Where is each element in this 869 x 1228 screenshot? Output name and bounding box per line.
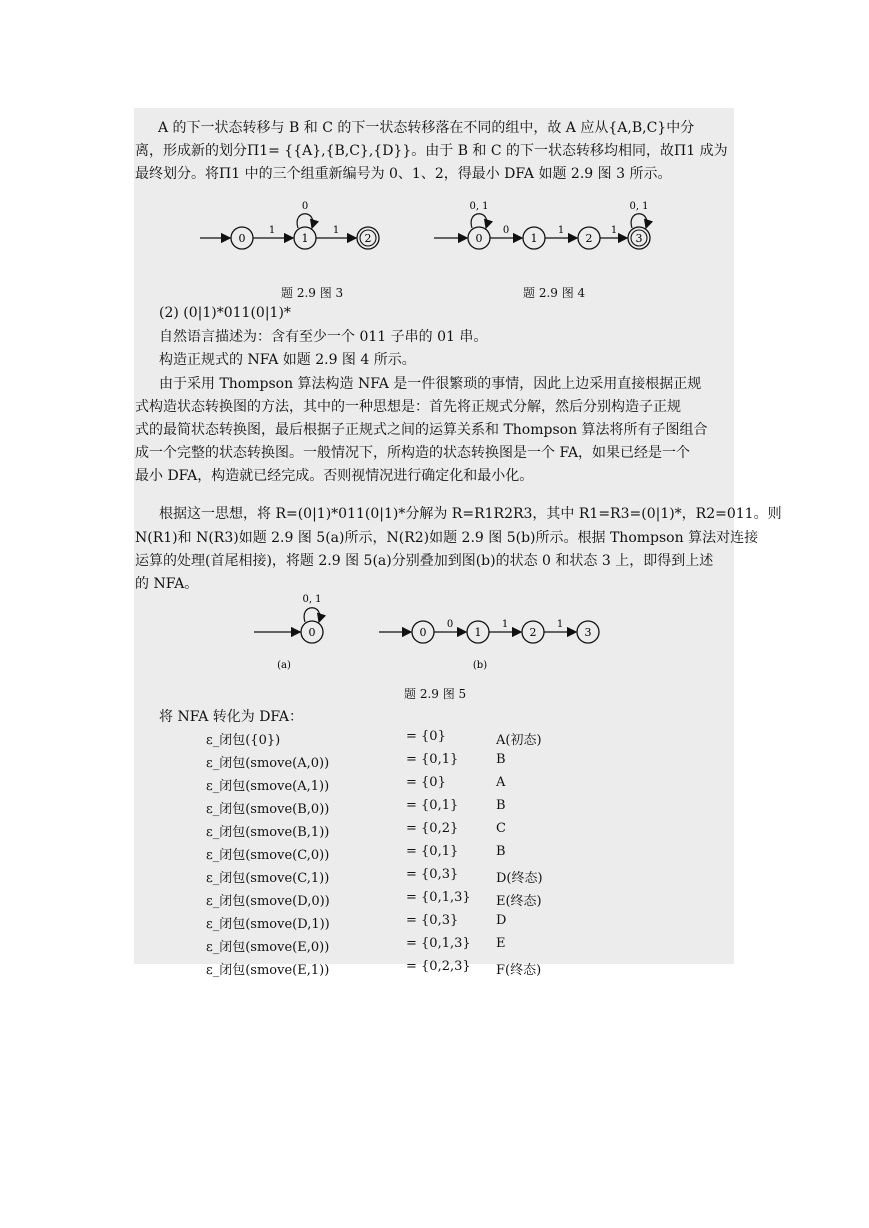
row-expr: ε_闭包(smove(D,1)) (206, 917, 330, 932)
part2-line6: 成一个完整的状态转换图。一般情况下，所构造的状态转换图是一个 FA，如果已经是一个 (135, 445, 691, 461)
fig5b-edge-2-label: 1 (556, 619, 564, 630)
row-eq: = {0} (406, 775, 446, 790)
fig5a-loop-label: 0, 1 (302, 594, 322, 605)
row-eq: = {0,1} (406, 752, 459, 767)
table-row (206, 821, 543, 844)
part2-line3: 由于采用 Thompson 算法构造 NFA 是一件很繁琐的事情，因此上边采用直接根据正规 (159, 376, 702, 392)
fig3-caption: 题 2.9 图 3 (281, 286, 344, 300)
table-row (206, 867, 543, 890)
row-eq: = {0} (406, 729, 446, 744)
fig5-caption: 题 2.9 图 5 (404, 687, 467, 701)
row-state: B (496, 752, 506, 767)
row-expr: ε_闭包(smove(A,0)) (206, 756, 330, 771)
fig4-loop-3-label: 0, 1 (629, 201, 649, 212)
row-expr: ε_闭包(smove(A,1)) (206, 779, 330, 794)
row-eq: = {0,1} (406, 798, 459, 813)
row-expr: ε_闭包(smove(C,1)) (206, 871, 330, 886)
row-state: E(终态) (496, 894, 542, 909)
table-row (206, 729, 543, 752)
table-row (206, 798, 543, 821)
conversion-table (206, 729, 543, 982)
part2-line1: 自然语言描述为：含有至少一个 011 子串的 01 串。 (159, 329, 488, 345)
fig4-loop-0-label: 0, 1 (469, 201, 489, 212)
fig4-caption: 题 2.9 图 4 (523, 286, 586, 300)
fig4-state-1-label: 1 (530, 232, 538, 245)
fig3-state-0-label: 0 (238, 232, 246, 245)
fig5b-state-1-label: 1 (474, 626, 482, 639)
fig3-state-1-label: 1 (301, 232, 309, 245)
row-expr: ε_闭包(smove(E,0)) (206, 940, 330, 955)
row-state: D(终态) (496, 871, 543, 886)
table-row (206, 752, 543, 775)
fig5a-graph (254, 594, 323, 643)
fig3-edge-2-label: 1 (332, 225, 340, 236)
row-state: D (496, 913, 507, 928)
row-eq: = {0,1,3} (406, 936, 471, 951)
fig5a-state-0-label: 0 (308, 626, 316, 639)
fig4-state-3-label: 3 (635, 232, 643, 245)
row-state: B (496, 844, 506, 859)
fig5b-edge-0-label: 0 (446, 619, 454, 630)
fig4-edge-1-label: 1 (557, 225, 565, 236)
row-state: A(初态) (496, 733, 542, 748)
fig5b-sublabel: (b) (472, 660, 488, 671)
fig3-loop-label: 0 (301, 201, 309, 212)
row-state: E (496, 936, 506, 951)
row-eq: = {0,1,3} (406, 890, 471, 905)
row-state: C (496, 821, 506, 836)
fig4-graph (434, 201, 650, 249)
part2-line5: 式的最简状态转换图，最后根据子正规式之间的运算关系和 Thompson 算法将所有子图组合 (135, 422, 708, 438)
table-row (206, 959, 543, 982)
row-eq: = {0,2,3} (406, 959, 471, 974)
fig3-graph (200, 201, 379, 249)
row-eq: = {0,1} (406, 844, 459, 859)
para1-line1: A 的下一状态转移与 B 和 C 的下一状态转移落在不同的组中，故 A 应从{A,B,C}中分 (158, 120, 695, 136)
row-expr: ε_闭包({0}) (206, 733, 281, 748)
table-row (206, 775, 543, 798)
table-row (206, 913, 543, 936)
row-expr: ε_闭包(smove(B,0)) (206, 802, 330, 817)
part2-line2: 构造正规式的 NFA 如题 2.9 图 4 所示。 (159, 352, 416, 368)
conversion-intro: 将 NFA 转化为 DFA： (159, 709, 304, 725)
para1-line3: 最终划分。将Π1 中的三个组重新编号为 0、1、2，得最小 DFA 如题 2.9 图 3 所示。 (135, 166, 672, 182)
fig5a-sublabel: (a) (277, 660, 291, 671)
row-eq: = {0,2} (406, 821, 459, 836)
fig4-state-0-label: 0 (475, 232, 483, 245)
row-expr: ε_闭包(smove(D,0)) (206, 894, 330, 909)
row-expr: ε_闭包(smove(C,0)) (206, 848, 330, 863)
row-expr: ε_闭包(smove(B,1)) (206, 825, 330, 840)
row-eq: = {0,3} (406, 913, 459, 928)
row-state: F(终态) (496, 963, 542, 978)
fig4-edge-0-label: 0 (502, 225, 510, 236)
part2-line4: 式构造状态转换图的方法，其中的一种思想是：首先将正规式分解，然后分别构造子正规 (135, 399, 681, 415)
fig3-state-2-label: 2 (364, 232, 372, 245)
table-row (206, 890, 543, 913)
part2-line7: 最小 DFA，构造就已经完成。否则视情况进行确定化和最小化。 (135, 468, 534, 484)
fig5b-graph (379, 619, 599, 643)
row-eq: = {0,3} (406, 867, 459, 882)
fig3-4-diagrams (134, 195, 734, 275)
para3-line2: N(R1)和 N(R3)如题 2.9 图 5(a)所示，N(R2)如题 2.9 图 5(b)所示。根据 Thompson 算法对连接 (135, 530, 759, 546)
table-row (206, 844, 543, 867)
para3-line4: 的 NFA。 (135, 576, 199, 592)
fig4-state-2-label: 2 (585, 232, 593, 245)
row-state: A (496, 775, 506, 790)
fig5b-state-3-label: 3 (584, 626, 592, 639)
row-state: B (496, 798, 506, 813)
fig5-diagrams (134, 590, 734, 678)
table-row (206, 936, 543, 959)
fig4-edge-2-label: 1 (610, 225, 618, 236)
fig3-edge-1-label: 1 (268, 225, 276, 236)
fig5b-edge-1-label: 1 (501, 619, 509, 630)
para1-line2: 离，形成新的划分Π1= {{A},{B,C},{D}}。由于 B 和 C 的下一状态转移均相同，故Π1 成为 (135, 143, 728, 159)
para3-line1: 根据这一思想，将 R=(0|1)*011(0|1)*分解为 R=R1R2R3，其中 R1=R3=(0|1)*，R2=011。则 (159, 506, 782, 522)
part2-heading: (2) (0|1)*011(0|1)* (159, 305, 291, 321)
fig5b-state-2-label: 2 (529, 626, 537, 639)
row-expr: ε_闭包(smove(E,1)) (206, 963, 330, 978)
fig5b-state-0-label: 0 (419, 626, 427, 639)
para3-line3: 运算的处理(首尾相接)，将题 2.9 图 5(a)分别叠加到图(b)的状态 0 和状态 3 上，即得到上述 (135, 553, 714, 569)
